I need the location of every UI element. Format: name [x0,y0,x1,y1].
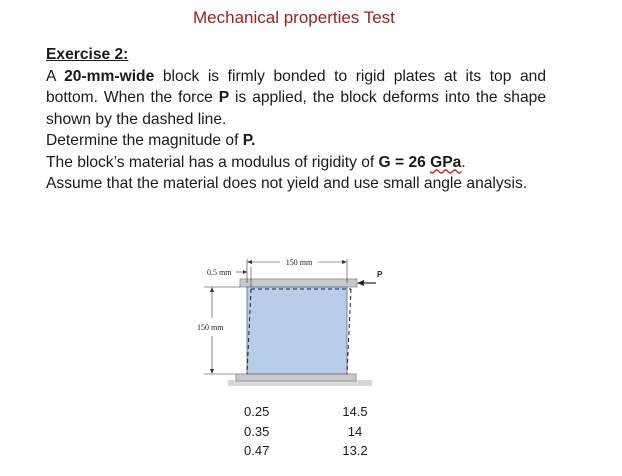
col1-value: 0.47 [244,443,270,458]
width-dimension-label: 150 mm [285,258,313,267]
deformed-right-edge [347,289,351,374]
block [247,287,347,374]
page-title: Mechanical properties Test [193,8,395,27]
col2-value: 14.5 [342,404,368,419]
deflection-dimension-label: 0.5 mm [207,268,232,277]
height-dimension-label: 150 mm [197,323,224,332]
force-symbol: P [218,89,230,106]
material-statement: The block’s material has a modulus of rigidity of G = 26 GPa. [46,153,466,171]
col1-value: 0.35 [244,423,270,439]
answer-column-1 [244,402,269,461]
task-statement: Determine the magnitude of P. [46,132,256,149]
exercise-heading: Exercise 2: [46,46,129,63]
modulus-unit: GPa [430,153,462,171]
width-value: 20-mm-wide [64,67,155,85]
col2-value: 14 [347,423,363,439]
modulus-value: G = 26 [378,153,431,171]
col2-value: 13.2 [342,443,368,458]
top-plate [240,279,357,287]
col1-value: 0.25 [244,404,270,419]
bottom-plate [236,374,356,381]
answer-column-2 [337,402,373,461]
assumption-statement: Assume that the material does not yield and use small angle analysis. [46,175,528,192]
problem-statement: A 20-mm-wide block is firmly bonded to rigid plates at its top and bottom. When the force P is applied, the block deforms into the shape shown by the dashed line. [46,67,546,128]
force-label: P [377,270,383,279]
task-force-symbol: P. [242,132,256,149]
